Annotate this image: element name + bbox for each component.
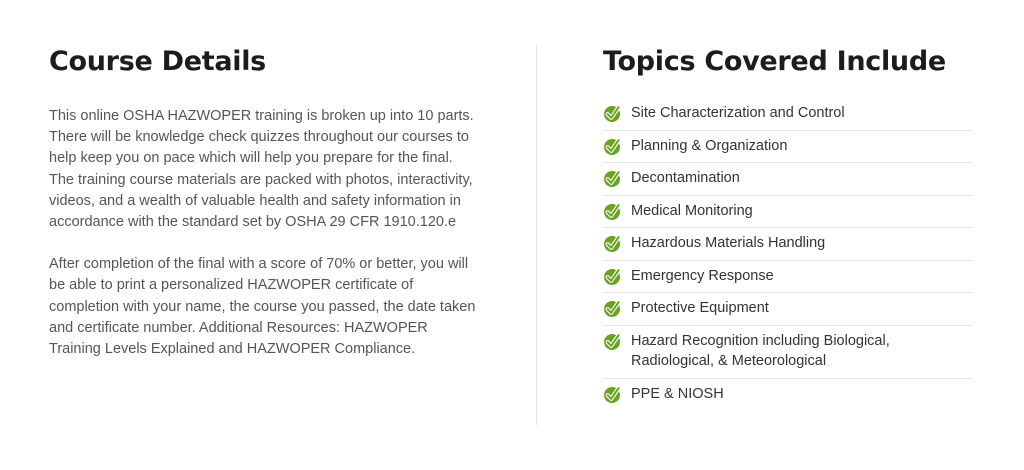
checkmark-icon: [603, 298, 623, 318]
topic-label: Medical Monitoring: [631, 202, 753, 219]
topic-item: [603, 131, 972, 164]
checkmark-icon: [603, 201, 623, 221]
topic-item: [603, 293, 972, 326]
checkmark-icon: [603, 266, 623, 286]
topic-item: [603, 98, 972, 131]
topics-heading: Topics Covered Include: [603, 46, 946, 77]
checkmark-icon: [603, 331, 623, 351]
checkmark-icon: [603, 384, 623, 404]
checkmark-icon: [603, 136, 623, 156]
column-divider: [536, 45, 537, 425]
topic-item: [603, 326, 972, 379]
topic-item: [603, 196, 972, 229]
topic-label: PPE & NIOSH: [631, 385, 724, 402]
topic-item: [603, 379, 972, 411]
topics-list: [603, 98, 972, 410]
topic-label: Hazardous Materials Handling: [631, 235, 826, 251]
certificate-info-paragraph: After completion of the final with a score of 70% or better, you will be able to print a personalized HAZWOPER certificate of completion with your name, the course you passed, the date taken and certificate number. Additional Resources: HAZWOPER Training Levels Explained and HAZWOPER Compliance.: [49, 256, 476, 358]
checkmark-icon: [603, 103, 623, 123]
topic-item: [603, 163, 972, 196]
topic-item: [603, 261, 972, 294]
checkmark-icon: [603, 168, 623, 188]
topic-label: Protective Equipment: [631, 300, 769, 316]
topic-item: [603, 228, 972, 261]
topic-label: Emergency Response: [631, 267, 774, 284]
checkmark-icon: [603, 233, 623, 253]
topic-label: Planning & Organization: [631, 137, 788, 154]
topics-column: [603, 40, 973, 410]
topic-label: Hazard Recognition including Biological, Radiological, & Meteorological: [631, 332, 890, 369]
course-details-column: [49, 40, 479, 360]
course-description-paragraph: This online OSHA HAZWOPER training is broken up into 10 parts. There will be knowledge check quizzes throughout our courses to help keep you on pace which will help you prepare for the final. The training course materials are packed with photos, interactivity, videos, and a wealth of valuable health and safety information in accordance with the standard set by OSHA 29 CFR 1910.120.e: [49, 108, 474, 231]
topic-label: Site Characterization and Control: [631, 105, 845, 121]
course-details-heading: Course Details: [49, 46, 266, 77]
topic-label: Decontamination: [631, 170, 740, 186]
